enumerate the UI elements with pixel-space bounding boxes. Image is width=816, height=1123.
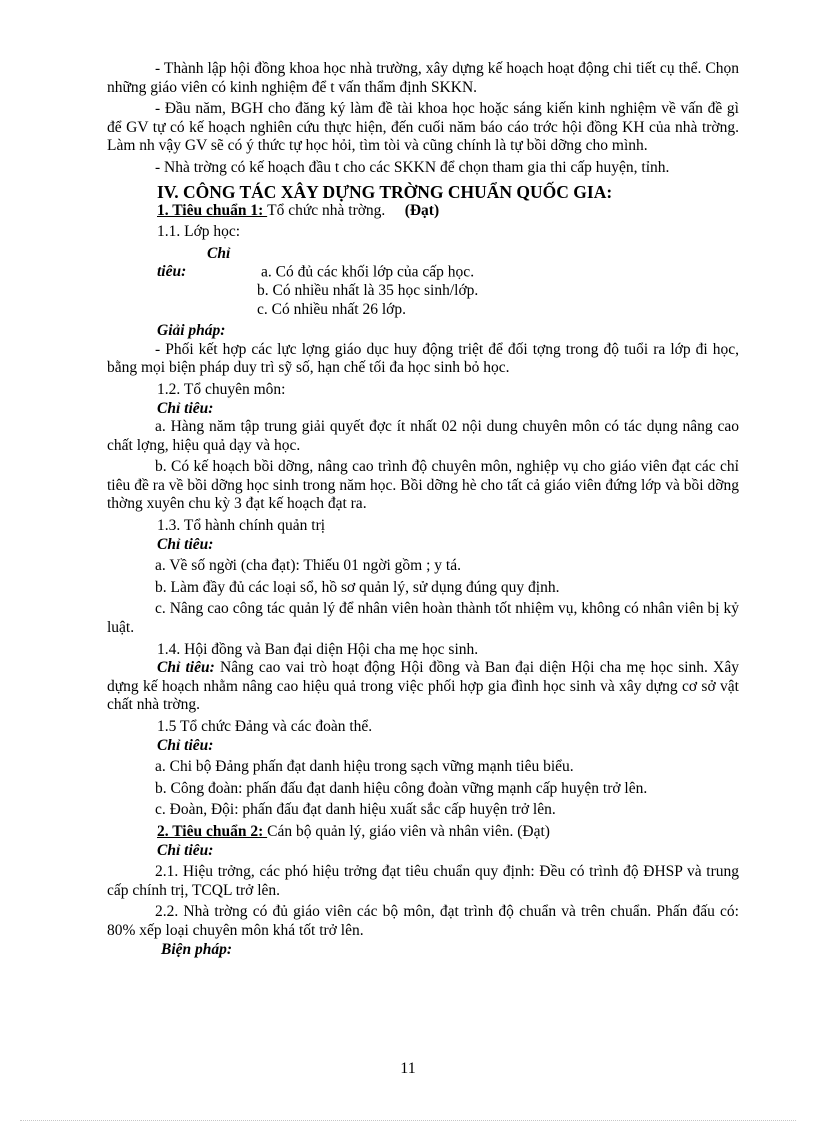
section-1-1-a-text: a. Có đủ các khối lớp của cấp học. (261, 263, 475, 281)
section-2-2: 2.2. Nhà trờng có đủ giáo viên các bộ môn, đạt trình độ chuẩn và trên chuẩn. Phấn đấu có: 80% xếp loại chuyên môn khá tốt trở lên. (107, 903, 739, 939)
section-1-2-chi-tieu: Chỉ tiêu: (157, 399, 214, 417)
section-1-3-title: 1.3. Tổ hành chính quản trị (157, 517, 326, 535)
page-bottom-border (20, 1120, 796, 1121)
section-1-3-a: a. Về số ngời (cha đạt): Thiếu 01 ngời gồm ; y tá. (155, 557, 461, 575)
section-title: IV. CÔNG TÁC XÂY DỰNG TRỜNG CHUẨN QUỐC GIA: (157, 181, 613, 202)
standard-1-status: (Đạt) (404, 201, 440, 219)
section-1-3-c: c. Nâng cao công tác quản lý để nhân viên hoàn thành tốt nhiệm vụ, không có nhân viên bị kỷ luật. (107, 600, 739, 637)
giai-phap-label: Giải pháp: (157, 322, 226, 340)
standard-2-heading (107, 823, 739, 842)
section-1-3-b: b. Làm đầy đủ các loại sổ, hồ sơ quản lý, sử dụng đúng quy định. (155, 578, 560, 596)
section-1-5-c: c. Đoàn, Đội: phấn đấu đạt danh hiệu xuất sắc cấp huyện trở lên. (155, 801, 556, 819)
section-1-1-a (107, 245, 739, 282)
bien-phap-label: Biện pháp: (161, 940, 233, 958)
standard-2-label: 2. Tiêu chuẩn 2: (157, 822, 268, 840)
section-1-4-title: 1.4. Hội đồng và Ban đại diện Hội cha mẹ học sinh. (157, 640, 479, 658)
section-1-5-b: b. Công đoàn: phấn đấu đạt danh hiệu công đoàn vững mạnh cấp huyện trở lên. (155, 779, 648, 797)
section-1-4-text: Nâng cao vai trò hoạt động Hội đồng và Ban đại diện Hội cha mẹ học sinh. Xây dựng kế hoạch nhằm nâng cao hiệu quả trong việc phối hợp gia đình học sinh và xây dựng cơ sở vật chất nhà trờng. (107, 659, 739, 714)
section-1-4-body (107, 659, 739, 715)
document-page (107, 60, 739, 959)
section-1-5-title: 1.5 Tổ chức Đảng và các đoàn thể. (157, 718, 373, 735)
standard-1-label: 1. Tiêu chuẩn 1: (157, 201, 268, 219)
section-1-3-chi-tieu: Chỉ tiêu: (157, 535, 214, 553)
paragraph-registration: - Đầu năm, BGH cho đăng ký làm đề tài khoa học hoặc sáng kiến kinh nghiệm về vấn đề gì để GV tự có kế hoạch nghiên cứu thực hiện, đến cuối năm báo cáo trớc hội đồng KH của nhà trờng. Làm nh vậy GV sẽ có ý thức tự học hỏi, tìm tòi và cũng chính là tự bồi dỡng cho mình. (107, 100, 739, 155)
standard-1-heading (107, 202, 739, 221)
section-1-1-c: c. Có nhiều nhất 26 lớp. (257, 300, 406, 318)
section-1-4-chi-tieu: Chỉ tiêu: (157, 659, 215, 677)
section-1-5-chi-tieu: Chỉ tiêu: (157, 736, 214, 754)
standard-2-chi-tieu: Chỉ tiêu: (157, 841, 214, 859)
section-1-1-b: b. Có nhiều nhất là 35 học sinh/lớp. (257, 281, 479, 299)
section-1-1-title: 1.1. Lớp học: (157, 223, 241, 241)
paragraph-investment: - Nhà trờng có kế hoạch đầu t cho các SKKN để chọn tham gia thi cấp huyện, tỉnh. (155, 158, 670, 176)
standard-1-text: Tổ chức nhà trờng. (267, 201, 386, 219)
section-1-2-b: b. Có kế hoạch bồi dỡng, nâng cao trình độ chuyên môn, nghiệp vụ cho giáo viên đạt các chỉ tiêu đề ra về bồi dỡng học sinh trong năm học. Bồi dỡng hè cho tất cả giáo viên đứng lớp và bồi dỡng thờng xuyên chu kỳ 3 đạt kế hoạch đạt ra. (107, 458, 739, 513)
section-2-1: 2.1. Hiệu trởng, các phó hiệu trởng đạt tiêu chuẩn quy định: Đều có trình độ ĐHSP và trung cấp chính trị, TCQL trở lên. (107, 863, 739, 899)
section-1-2-title: 1.2. Tổ chuyên môn: (157, 380, 286, 398)
chi-tieu-label: Chỉ tiêu: (157, 244, 231, 281)
section-1-2-a: a. Hàng năm tập trung giải quyết đợc ít nhất 02 nội dung chuyên môn có tác dụng nâng cao chất lợng, hiệu quả dạy và học. (107, 418, 739, 454)
section-1-5-a: a. Chi bộ Đảng phấn đạt danh hiệu trong sạch vững mạnh tiêu biểu. (155, 758, 574, 776)
giai-phap-text: - Phối kết hợp các lực lợng giáo dục huy động triệt để đối tợng trong độ tuổi ra lớp đi học, bằng mọi biện pháp duy trì sỹ số, hạn chế tối đa học sinh bỏ học. (107, 340, 739, 377)
standard-2-text: Cán bộ quản lý, giáo viên và nhân viên. (Đạt) (267, 822, 550, 840)
page-number: 11 (400, 1060, 416, 1077)
paragraph-council: - Thành lập hội đồng khoa học nhà trường, xây dựng kế hoạch hoạt động chi tiết cụ thể. Chọn những giáo viên có kinh nghiệm để t vấn thẩm định SKKN. (107, 60, 739, 96)
